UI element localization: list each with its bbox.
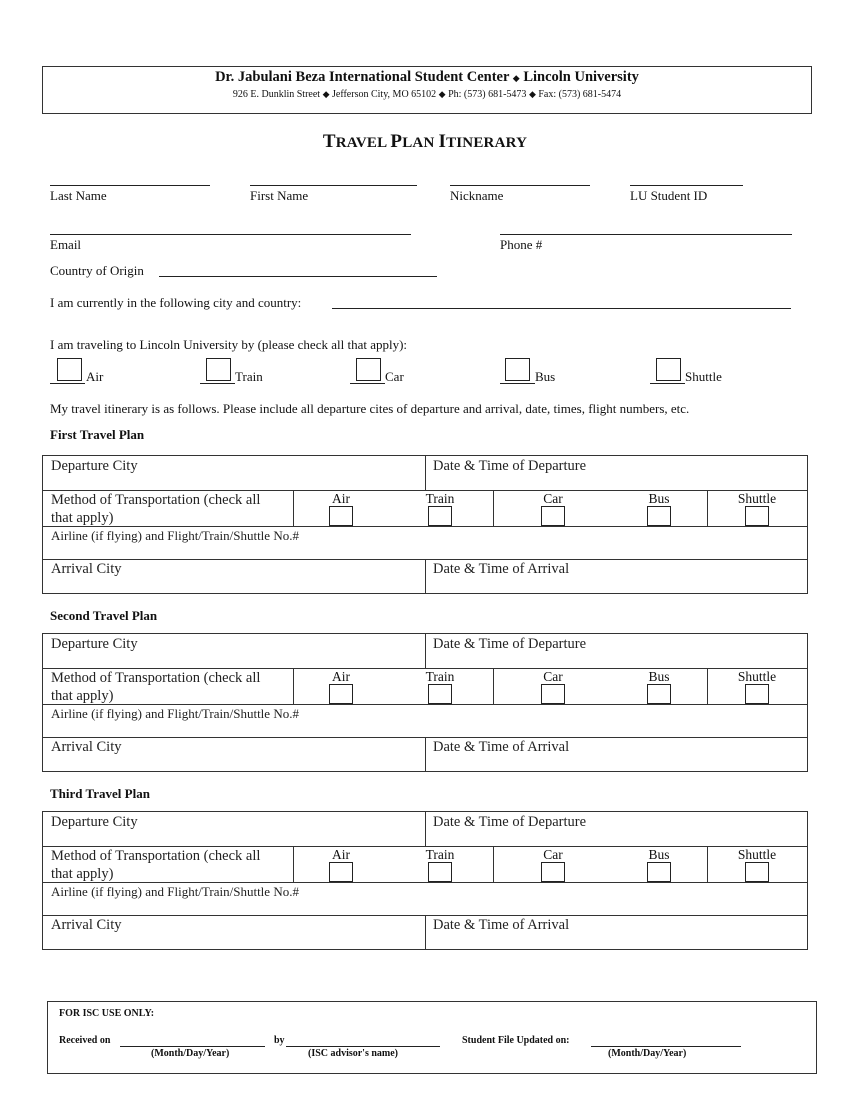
col-divider [493, 846, 494, 882]
isc-use-only-box [47, 1001, 817, 1074]
train-option-label: Train [425, 669, 455, 684]
departure-city-label: Departure City [51, 636, 138, 652]
method-label-line1: Method of Transportation (check all [51, 848, 261, 864]
air-option-label: Air [332, 669, 350, 684]
col-divider [425, 812, 426, 846]
shuttle-option-label: Shuttle [737, 491, 777, 506]
air-option-label: Air [332, 491, 350, 506]
train-label: Train [235, 369, 263, 384]
col-divider [707, 846, 708, 882]
airline-label: Airline (if flying) and Flight/Train/Shuttle No.# [51, 528, 299, 543]
col-divider [293, 490, 294, 526]
shuttle-checkbox[interactable] [656, 358, 681, 381]
air-label: Air [86, 369, 104, 384]
arrival-city-label: Arrival City [51, 561, 122, 577]
plan-title: First Travel Plan [50, 427, 145, 442]
diamond-icon: ◆ [512, 73, 520, 83]
travel-plan-3 [42, 811, 808, 950]
row-divider [43, 526, 807, 527]
air-checkbox[interactable] [57, 358, 82, 381]
bus-checkbox[interactable] [505, 358, 530, 381]
car-option-label: Car [543, 491, 563, 506]
shuttle-checkbox[interactable] [745, 506, 769, 526]
departure-time-label: Date & Time of Departure [433, 458, 587, 474]
departure-city-label: Departure City [51, 814, 138, 830]
current-location-label: I am currently in the following city and country: [50, 295, 302, 310]
col-divider [425, 634, 426, 668]
header-box [42, 66, 812, 114]
col-divider [493, 490, 494, 526]
student-id-label: LU Student ID [630, 188, 708, 203]
bus-option-label: Bus [648, 491, 670, 506]
phone-field[interactable] [500, 234, 792, 235]
train-option-label: Train [425, 847, 455, 862]
method-label-line2: that apply) [51, 510, 114, 526]
air-checkbox[interactable] [329, 862, 353, 882]
car-checkbox[interactable] [541, 862, 565, 882]
by-label: by [274, 1035, 285, 1046]
col-divider [493, 668, 494, 704]
car-option-label: Car [543, 847, 563, 862]
advisor-name-hint: (ISC advisor's name) [308, 1048, 399, 1059]
train-option-label: Train [425, 491, 455, 506]
train-checkbox[interactable] [428, 862, 452, 882]
arrival-city-label: Arrival City [51, 739, 122, 755]
plan-title: Second Travel Plan [50, 608, 158, 623]
col-divider [707, 490, 708, 526]
arrival-time-label: Date & Time of Arrival [433, 739, 570, 755]
email-label: Email [50, 237, 82, 252]
first-name-label: First Name [250, 188, 309, 203]
bus-checkbox[interactable] [647, 684, 671, 704]
air-option-label: Air [332, 847, 350, 862]
col-divider [425, 737, 426, 772]
shuttle-checkbox[interactable] [745, 684, 769, 704]
diamond-icon: ◆ [322, 89, 330, 99]
last-name-field[interactable] [50, 185, 210, 186]
car-checkbox[interactable] [541, 684, 565, 704]
method-label-line1: Method of Transportation (check all [51, 492, 261, 508]
method-label-line1: Method of Transportation (check all [51, 670, 261, 686]
departure-city-label: Departure City [51, 458, 138, 474]
shuttle-option-label: Shuttle [737, 669, 777, 684]
isc-title: FOR ISC USE ONLY: [59, 1008, 155, 1019]
airline-label: Airline (if flying) and Flight/Train/Shuttle No.# [51, 706, 299, 721]
arrival-city-label: Arrival City [51, 917, 122, 933]
shuttle-checkbox[interactable] [745, 862, 769, 882]
email-field[interactable] [50, 234, 411, 235]
train-checkbox[interactable] [428, 506, 452, 526]
shuttle-option-label: Shuttle [737, 847, 777, 862]
airline-label: Airline (if flying) and Flight/Train/Shuttle No.# [51, 884, 299, 899]
departure-time-label: Date & Time of Departure [433, 636, 587, 652]
file-updated-label: Student File Updated on: [462, 1035, 570, 1046]
header-title: Dr. Jabulani Beza International Student Center ◆ Lincoln University [215, 69, 639, 85]
nickname-field[interactable] [450, 185, 590, 186]
col-divider [293, 668, 294, 704]
received-date-format: (Month/Day/Year) [151, 1048, 230, 1059]
shuttle-label: Shuttle [685, 369, 722, 384]
checkbox-underline [500, 383, 535, 384]
current-location-field[interactable] [332, 308, 791, 309]
method-label-line2: that apply) [51, 866, 114, 882]
car-option-label: Car [543, 669, 563, 684]
col-divider [425, 915, 426, 950]
travel-plan-1 [42, 455, 808, 594]
method-label-line2: that apply) [51, 688, 114, 704]
student-id-field[interactable] [630, 185, 743, 186]
arrival-time-label: Date & Time of Arrival [433, 917, 570, 933]
traveling-by-label: I am traveling to Lincoln University by (please check all that apply): [50, 337, 408, 352]
bus-option-label: Bus [648, 847, 670, 862]
bus-label: Bus [535, 369, 556, 384]
air-checkbox[interactable] [329, 506, 353, 526]
col-divider [425, 456, 426, 490]
received-on-field[interactable] [120, 1046, 265, 1047]
checkbox-underline [350, 383, 385, 384]
nickname-label: Nickname [450, 188, 504, 203]
diamond-icon: ◆ [438, 89, 446, 99]
page-title: TRAVEL PLAN ITINERARY [322, 131, 528, 152]
col-divider [425, 559, 426, 594]
phone-label: Phone # [500, 237, 543, 252]
bus-option-label: Bus [648, 669, 670, 684]
car-checkbox[interactable] [541, 506, 565, 526]
diamond-icon: ◆ [528, 89, 536, 99]
country-label: Country of Origin [50, 263, 144, 278]
file-updated-field[interactable] [591, 1046, 741, 1047]
received-on-label: Received on [59, 1035, 111, 1046]
row-divider [43, 882, 807, 883]
bus-checkbox[interactable] [647, 862, 671, 882]
col-divider [293, 846, 294, 882]
bus-checkbox[interactable] [647, 506, 671, 526]
advisor-name-field[interactable] [286, 1046, 440, 1047]
first-name-field[interactable] [250, 185, 417, 186]
checkbox-underline [650, 383, 685, 384]
checkbox-underline [50, 383, 85, 384]
checkbox-underline [200, 383, 235, 384]
departure-time-label: Date & Time of Departure [433, 814, 587, 830]
arrival-time-label: Date & Time of Arrival [433, 561, 570, 577]
train-checkbox[interactable] [428, 684, 452, 704]
country-field[interactable] [159, 276, 437, 277]
car-checkbox[interactable] [356, 358, 381, 381]
col-divider [707, 668, 708, 704]
train-checkbox[interactable] [206, 358, 231, 381]
header-address: 926 E. Dunklin Street ◆ Jefferson City, MO 65102 ◆ Ph: (573) 681-5473 ◆ Fax: (573) 681-5474 [232, 89, 622, 100]
itinerary-note: My travel itinerary is as follows. Please include all departure cites of departure and arrival, date, times, flight numbers, etc. [50, 401, 690, 416]
last-name-label: Last Name [50, 188, 107, 203]
travel-plan-2 [42, 633, 808, 772]
car-label: Car [385, 369, 404, 384]
plan-title: Third Travel Plan [50, 786, 150, 801]
air-checkbox[interactable] [329, 684, 353, 704]
row-divider [43, 704, 807, 705]
updated-date-format: (Month/Day/Year) [608, 1048, 687, 1059]
